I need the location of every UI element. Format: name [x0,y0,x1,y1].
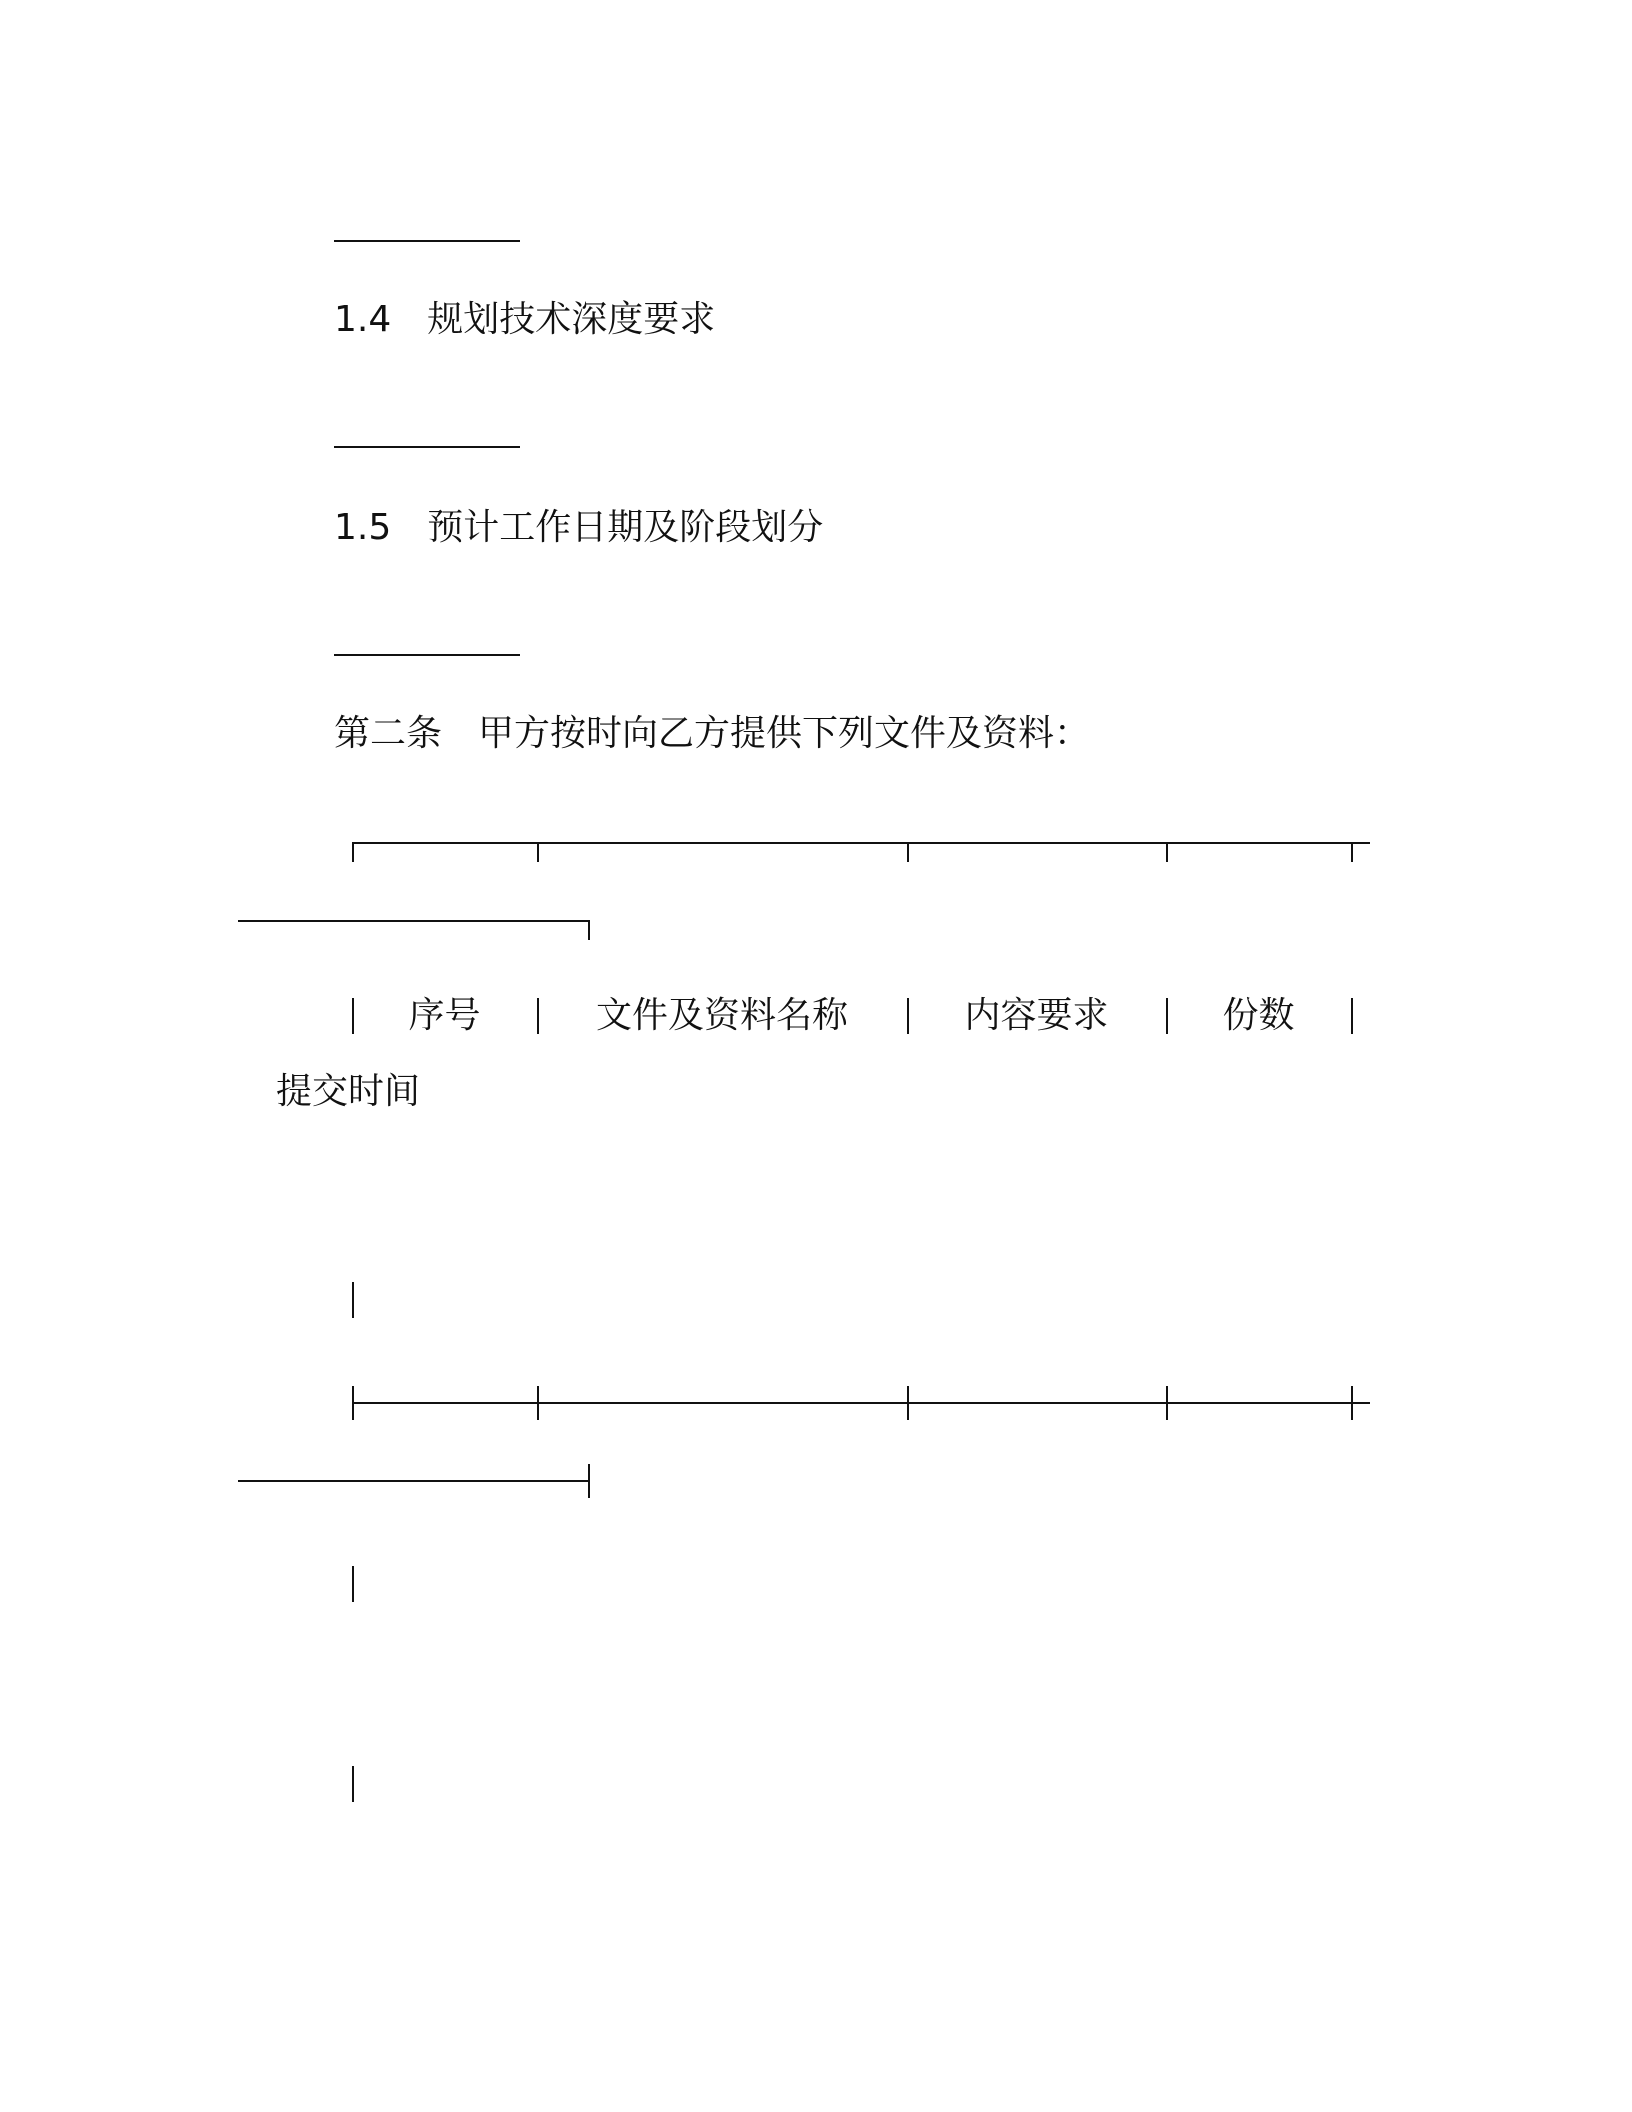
blank-fill-line [334,654,520,656]
section-title: 规划技术深度要求 [427,299,716,340]
table-border-tick [537,842,539,862]
article-label: 第二条 [334,713,443,754]
table-header-cell: 份数 [1222,995,1295,1036]
table-header-cell: 提交时间 [276,1071,421,1112]
section-number: 1.5 [334,507,392,548]
table-border-tick [588,1464,590,1498]
table-border-tick [1351,1386,1353,1420]
blank-fill-line [334,446,520,448]
section-heading-1-4 [334,298,715,342]
table-cell-divider [352,1766,354,1802]
section-number: 1.4 [334,299,392,340]
table-header-cell: 内容要求 [964,995,1109,1036]
article-text: 甲方按时向乙方提供下列文件及资料： [478,713,1091,754]
table-border-tick [1166,842,1168,862]
table-border-tick [1166,1386,1168,1420]
table-border-tick [352,1386,354,1420]
table-cell-divider [352,1566,354,1602]
section-heading-1-5 [334,506,823,550]
table-cell-divider [1351,998,1353,1034]
table-border-tick [907,1386,909,1420]
article-2-heading [334,712,1090,756]
table-cell-divider [352,1282,354,1318]
table-header-cell: 序号 [408,995,481,1036]
section-title: 预计工作日期及阶段划分 [427,507,824,548]
table-border-tick [1351,842,1353,862]
table-border-tick [537,1386,539,1420]
table-border-tick [907,842,909,862]
blank-fill-line [334,240,520,242]
table-row-separator [352,1402,1370,1404]
table-border-tick [352,842,354,862]
table-top-border [352,842,1370,844]
table-top-border-wrap [238,920,590,922]
table-border-tick [588,920,590,940]
table-row-separator-wrap [238,1480,590,1482]
table-header-cell: 文件及资料名称 [595,995,848,1036]
